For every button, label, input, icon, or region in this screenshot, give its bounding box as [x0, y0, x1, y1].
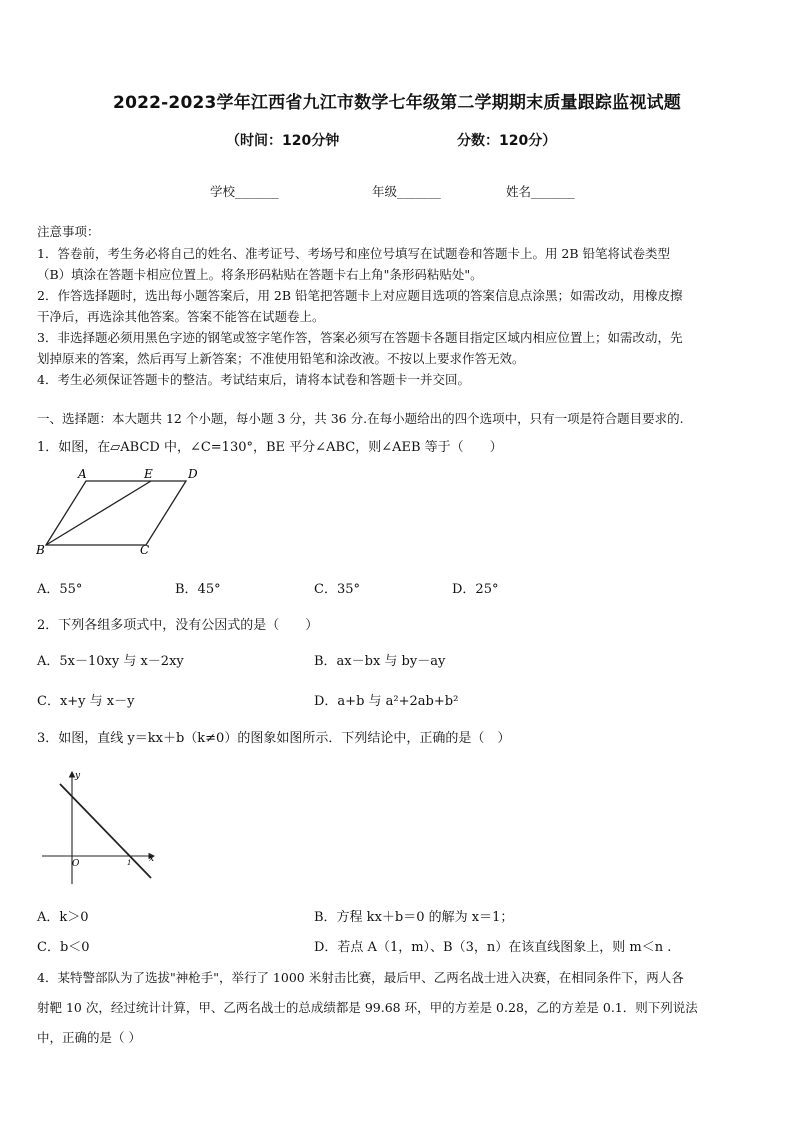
x-label: x	[149, 854, 155, 864]
grade-field: 年级_______	[372, 184, 441, 199]
label-e: E	[144, 467, 153, 481]
q1-option-d: D．25°	[452, 582, 499, 597]
label-a: A	[78, 467, 87, 481]
notice-line: 4．考生必须保证答题卡的整洁。考试结束后，请将本试卷和答题卡一并交回。	[37, 372, 470, 387]
q3-option-b: B．方程 kx＋b＝0 的解为 x＝1；	[314, 910, 514, 925]
q2-option-a: A．5x－10xy 与 x－2xy	[37, 654, 184, 669]
label-d: D	[188, 467, 198, 481]
question-3-stem: 3．如图，直线 y＝kx＋b（k≠0）的图象如图所示．下列结论中，正确的是（ ）	[37, 731, 511, 746]
origin-label: O	[72, 859, 80, 869]
notice-line: 3．非选择题必须用黑色字迹的钢笔或签字笔作答，答案必须写在答题卡各题目指定区域内相应位置上；如需改动，先	[37, 330, 683, 345]
question-4-line: 中，正确的是（ ）	[37, 1030, 141, 1045]
label-b: B	[36, 543, 45, 557]
q2-option-b: B．ax－bx 与 by－ay	[314, 654, 446, 669]
school-field: 学校_______	[210, 184, 279, 199]
y-label: y	[75, 771, 81, 781]
parallelogram-abcd	[46, 481, 186, 545]
notice-line: 划掉原来的答案，然后再写上新答案；不准使用铅笔和涂改液。不按以上要求作答无效。	[37, 351, 525, 366]
exam-time: （时间：120分钟	[226, 133, 340, 149]
exam-title: 2022-2023学年江西省九江市数学七年级第二学期期末质量跟踪监视试题	[113, 93, 681, 113]
q3-option-d: D．若点 A（1，m）、B（3，n）在该直线图象上，则 m＜n .	[314, 940, 672, 955]
question-1-stem: 1．如图，在▱ABCD 中，∠C=130°，BE 平分∠ABC，则∠AEB 等于（ ）	[37, 440, 503, 455]
notice-line: 2．作答选择题时，选出每小题答案后，用 2B 铅笔把答题卡上对应题目选项的答案信息点涂黑；如需改动，用橡皮擦	[37, 288, 683, 303]
label-c: C	[140, 543, 150, 557]
notice-line: （B）填涂在答题卡相应位置上。将条形码粘贴在答题卡右上角"条形码粘贴处"。	[37, 267, 483, 282]
tick-label-1: 1	[127, 859, 132, 867]
section-heading: 一、选择题：本大题共 12 个小题，每小题 3 分，共 36 分.在每小题给出的四个选项中，只有一项是符合题目要求的.	[37, 411, 684, 426]
exam-score: 分数：120分）	[457, 133, 557, 149]
question-4-line: 4．某特警部队为了选拔"神枪手"，举行了 1000 米射击比赛，最后甲、乙两名战士进入决赛，在相同条件下，两人各	[37, 970, 684, 985]
question-2-stem: 2．下列各组多项式中，没有公因式的是（ ）	[37, 618, 319, 633]
q2-option-c: C．x+y 与 x－y	[37, 694, 135, 709]
q3-option-c: C．b＜0	[37, 940, 90, 955]
q2-option-d: D．a+b 与 a²+2ab+b²	[314, 694, 459, 709]
parallelogram-figure	[36, 466, 206, 558]
q1-option-a: A．55°	[37, 582, 83, 597]
notice-line: 1．答卷前，考生务必将自己的姓名、准考证号、考场号和座位号填写在试题卷和答题卡上。用 2B 铅笔将试卷类型	[37, 246, 671, 261]
q1-option-b: B．45°	[175, 582, 221, 597]
line-graph-figure	[38, 766, 160, 886]
notice-line: 干净后，再选涂其他答案。答案不能答在试题卷上。	[37, 309, 325, 324]
segment-be	[46, 481, 151, 545]
q1-option-c: C．35°	[314, 582, 360, 597]
name-field: 姓名_______	[506, 184, 575, 199]
notice-heading: 注意事项：	[37, 224, 100, 239]
question-4-line: 射靶 10 次，经过统计计算，甲、乙两名战士的总成绩都是 99.68 环，甲的方差是 0.28，乙的方差是 0.1．则下列说法	[37, 1000, 698, 1015]
q3-option-a: A．k＞0	[37, 910, 89, 925]
